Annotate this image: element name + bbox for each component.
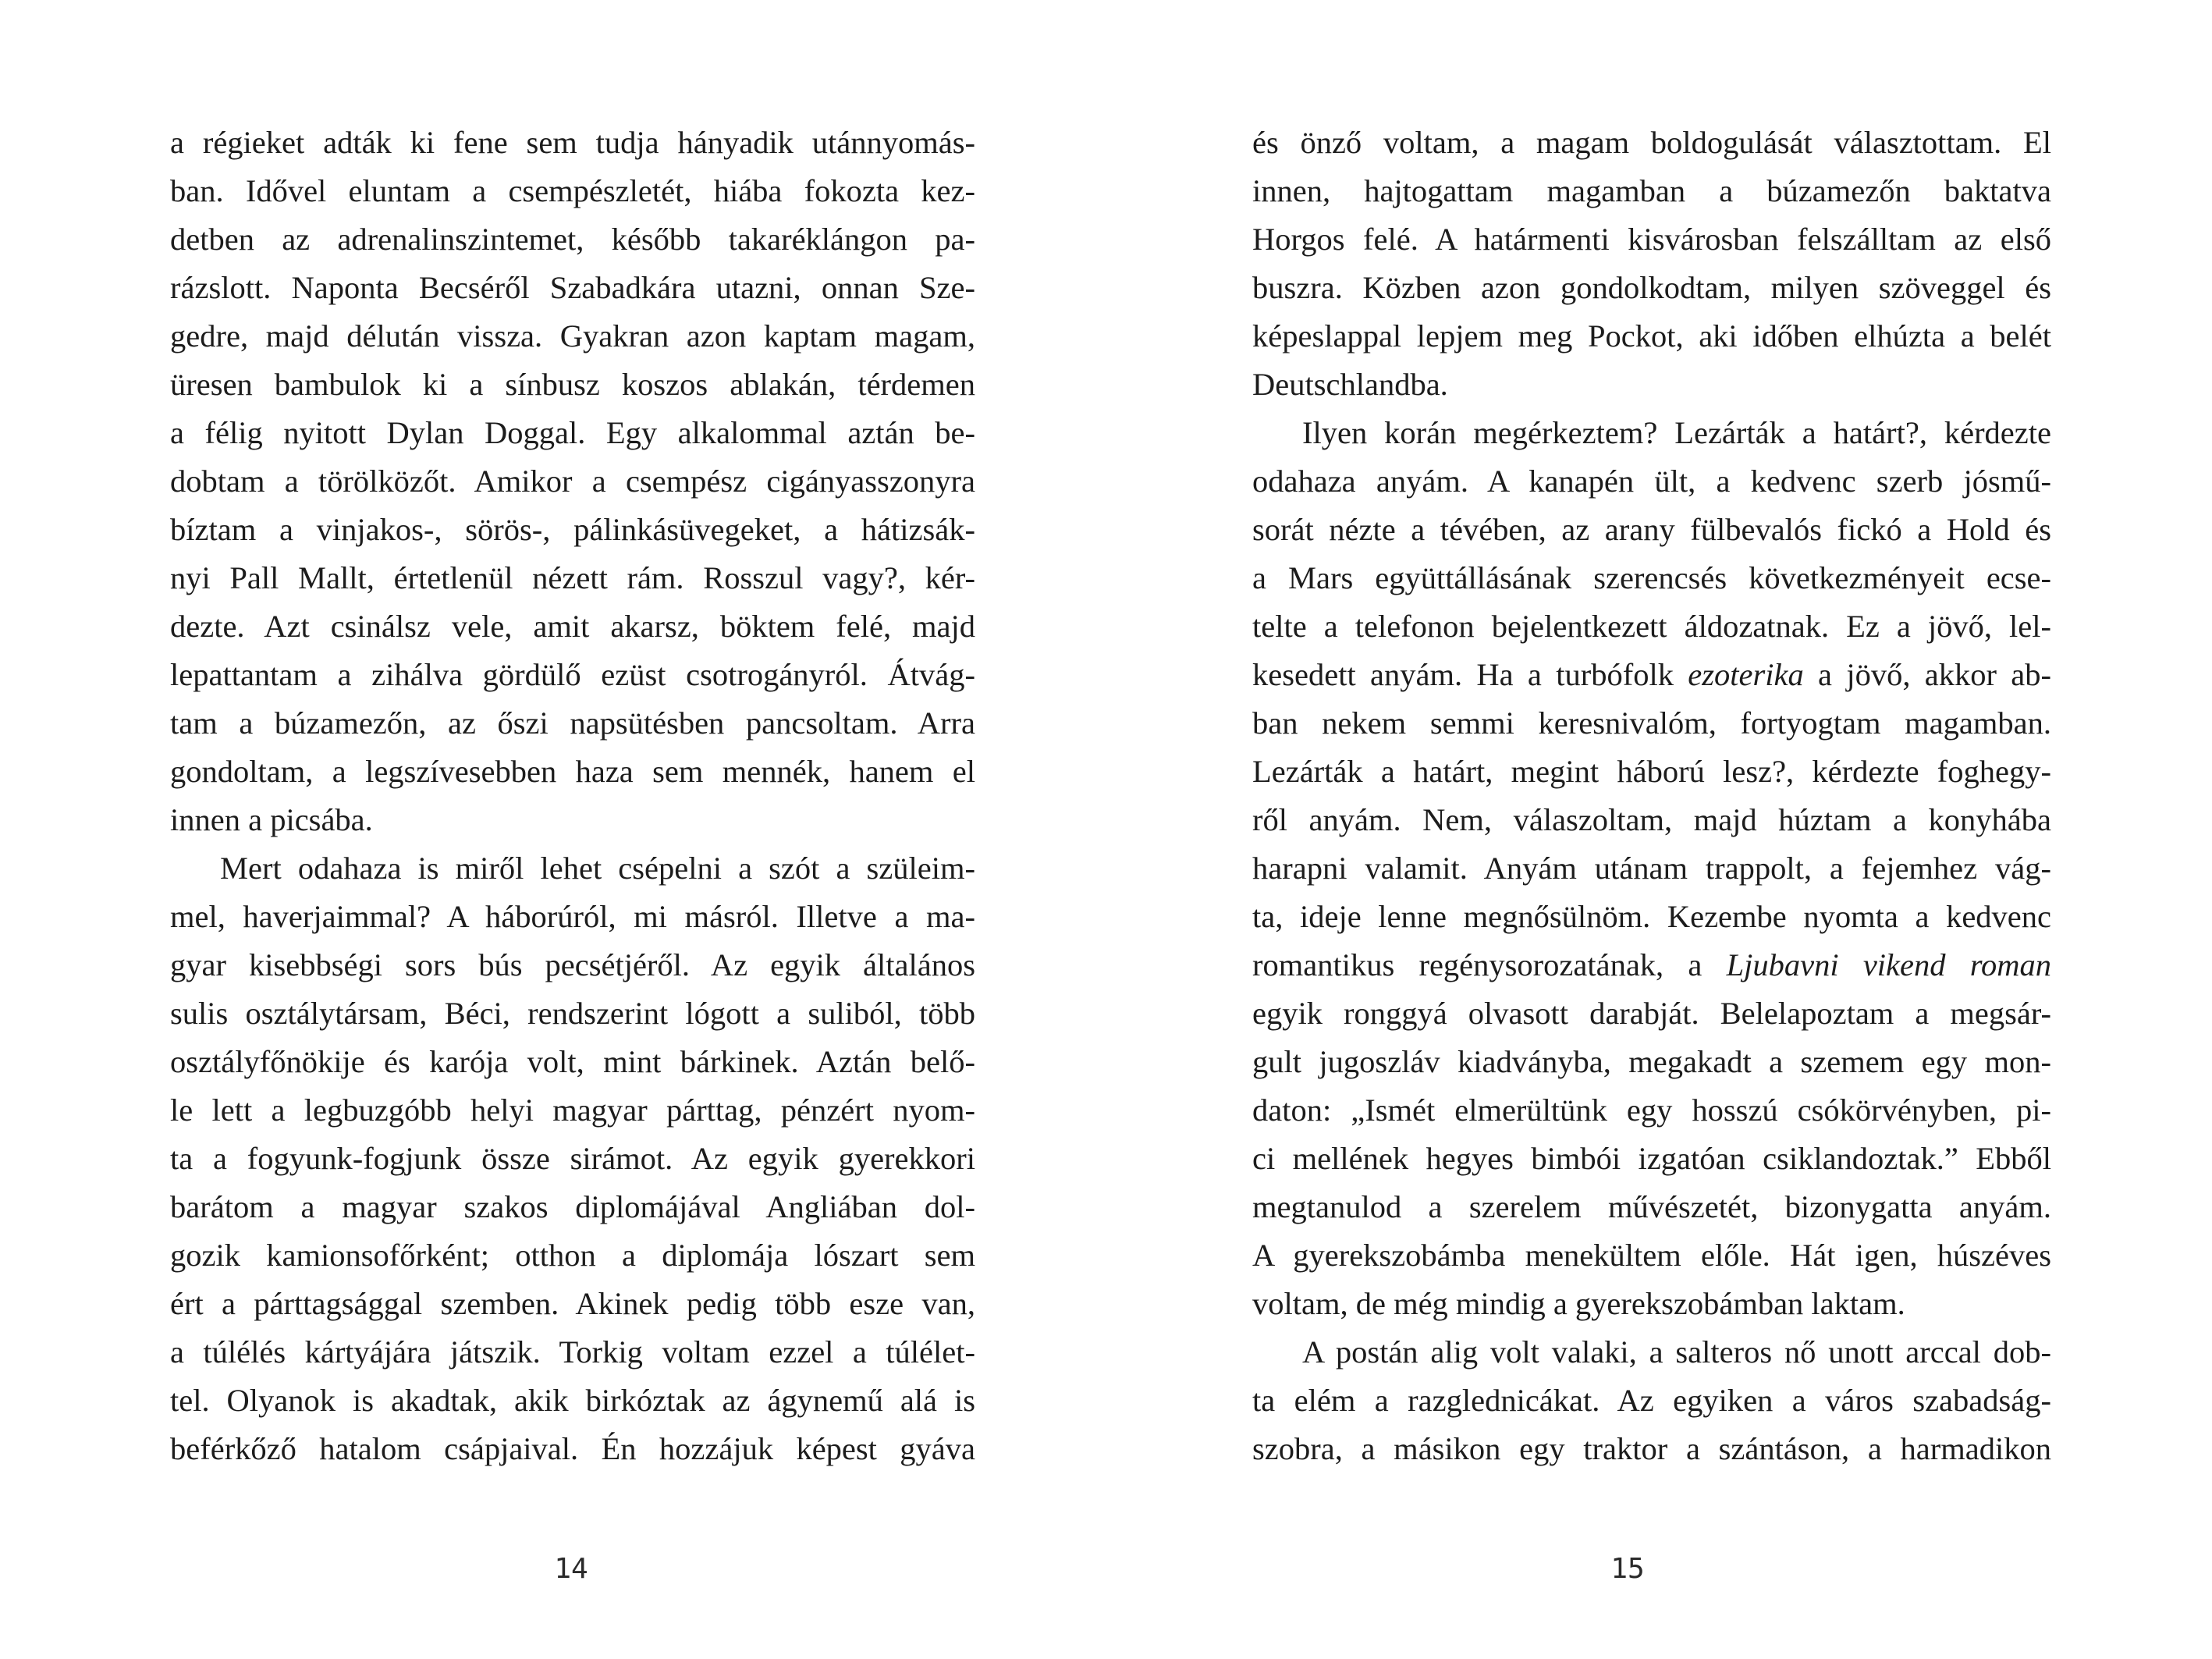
text-line: ről anyám. Nem, válaszoltam, majd húztam a konyhába: [1252, 802, 2051, 837]
text-line: tel. Olyanok is akadtak, akik birkóztak az ágynemű alá is: [170, 1383, 975, 1418]
text-line: odahaza anyám. A kanapén ült, a kedvenc szerb jósmű-: [1252, 464, 2051, 499]
text-line: ta elém a razglednicákat. Az egyiken a város szabadság-: [1252, 1383, 2051, 1418]
text-line: harapni valamit. Anyám utánam trappolt, a fejemhez vág-: [1252, 851, 2051, 886]
text-line: a Mars együttállásának szerencsés következményeit ecse-: [1252, 560, 2051, 595]
right-page: [1106, 0, 2212, 1659]
italic-term-ezoterika: ezoterika: [1688, 657, 1804, 692]
text-line: buszra. Közben azon gondolkodtam, milyen szöveggel és: [1252, 270, 2051, 305]
text-line: szobra, a másikon egy traktor a szántáson, a harmadikon: [1252, 1431, 2051, 1466]
text-line-paragraph-start: A postán alig volt valaki, a salteros nő unott arccal dob-: [1302, 1334, 2051, 1369]
text-line: A gyerekszobámba menekültem előle. Hát igen, húszéves: [1252, 1238, 2051, 1273]
text-line: üresen bambulok ki a sínbusz koszos ablakán, térdemen: [170, 367, 975, 402]
text-line: mel, haverjaimmal? A háborúról, mi másról. Illetve a ma-: [170, 899, 975, 934]
text-line: sorát nézte a tévében, az arany fülbevalós fickó a Hold és: [1252, 512, 2051, 547]
text-line: sulis osztálytársam, Béci, rendszerint lógott a suliból, több: [170, 996, 975, 1031]
text-line: osztályfőnökije és karója volt, mint bárkinek. Aztán belő-: [170, 1044, 975, 1079]
text-line: bíztam a vinjakos-, sörös-, pálinkásüvegeket, a hátizsák-: [170, 512, 975, 547]
text-line: a túlélés kártyájára játszik. Torkig voltam ezzel a túlélet-: [170, 1334, 975, 1369]
page-number-right: 15: [1610, 1553, 1645, 1585]
text-line-paragraph-start: Mert odahaza is miről lehet csépelni a szót a szüleim-: [220, 851, 975, 886]
text-line: ta a fogyunk-fogjunk össze sirámot. Az egyik gyerekkori: [170, 1141, 975, 1176]
text-line: gedre, majd délután vissza. Gyakran azon kaptam magam,: [170, 318, 975, 353]
left-page-body: [170, 119, 975, 1473]
text-line: képeslappal lepjem meg Pockot, aki időben elhúzta a belét: [1252, 318, 2051, 353]
text-line: és önző voltam, a magam boldogulását választottam. El: [1252, 125, 2051, 160]
text-line: beférkőző hatalom csápjaival. Én hozzájuk képest gyáva: [170, 1431, 975, 1466]
text-line: dezte. Azt csinálsz vele, amit akarsz, böktem felé, majd: [170, 609, 975, 644]
text-line-with-italic: [1252, 941, 2051, 989]
text-line: dobtam a törölközőt. Amikor a csempész cigányasszonyra: [170, 464, 975, 499]
text-line: Lezárták a határt, megint háború lesz?, kérdezte foghegy-: [1252, 754, 2051, 789]
text-line-paragraph-end: innen a picsába.: [170, 802, 373, 837]
text-line: a félig nyitott Dylan Doggal. Egy alkalommal aztán be-: [170, 415, 975, 450]
text-line: Horgos felé. A határmenti kisvárosban felszálltam az első: [1252, 222, 2051, 257]
text-line: ban. Idővel eluntam a csempészletét, hiába fokozta kez-: [170, 173, 975, 208]
text-line-paragraph-end: voltam, de még mindig a gyerekszobámban laktam.: [1252, 1286, 1905, 1321]
text-line: innen, hajtogattam magamban a búzamezőn baktatva: [1252, 173, 2051, 208]
text-line: daton: „Ismét elmerültünk egy hosszú csókörvényben, pi-: [1252, 1092, 2051, 1128]
text-line: nyi Pall Mallt, értetlenül nézett rám. Rosszul vagy?, kér-: [170, 560, 975, 595]
text-line: telte a telefonon bejelentkezett áldozatnak. Ez a jövő, lel-: [1252, 609, 2051, 644]
text-line: gozik kamionsofőrként; otthon a diplomája lószart sem: [170, 1238, 975, 1273]
text-line: le lett a legbuzgóbb helyi magyar párttag, pénzért nyom-: [170, 1092, 975, 1128]
text-line: egyik ronggyá olvasott darabját. Belelapoztam a megsár-: [1252, 996, 2051, 1031]
text-line: lepattantam a zihálva gördülő ezüst csotrogányról. Átvág-: [170, 657, 975, 692]
line-segment: kesedett anyám. Ha a turbófolk: [1252, 657, 1688, 692]
text-line: a régieket adták ki fene sem tudja hányadik utánnyomás-: [170, 125, 975, 160]
text-line: ban nekem semmi keresnivalóm, fortyogtam magamban.: [1252, 705, 2051, 741]
text-line: rázslott. Naponta Becséről Szabadkára utazni, onnan Sze-: [170, 270, 975, 305]
italic-title-ljubavni-vikend-roman: Ljubavni vikend roman: [1726, 947, 2051, 982]
right-page-body: [1252, 119, 2051, 1473]
text-line-with-italic: [1252, 651, 2051, 699]
line-segment: a jövő, akkor ab-: [1803, 657, 2052, 692]
text-line: ci mellének hegyes bimbói izgatóan csiklandoztak.” Ebből: [1252, 1141, 2051, 1176]
text-line: gondoltam, a legszívesebben haza sem mennék, hanem el: [170, 754, 975, 789]
text-line: megtanulod a szerelem művészetét, bizonygatta anyám.: [1252, 1189, 2051, 1224]
text-line: detben az adrenalinszintemet, később takaréklángon pa-: [170, 222, 975, 257]
text-line: ta, ideje lenne megnősülnöm. Kezembe nyomta a kedvenc: [1252, 899, 2051, 934]
text-line-paragraph-end: Deutschlandba.: [1252, 367, 1448, 402]
text-line: barátom a magyar szakos diplomájával Angliában dol-: [170, 1189, 975, 1224]
text-line: gult jugoszláv kiadványba, megakadt a szemem egy mon-: [1252, 1044, 2051, 1079]
text-line-paragraph-start: Ilyen korán megérkeztem? Lezárták a határt?, kérdezte: [1302, 415, 2051, 450]
text-line: ért a párttagsággal szemben. Akinek pedig több esze van,: [170, 1286, 975, 1321]
page-number-left: 14: [554, 1553, 588, 1585]
text-line: gyar kisebbségi sors bús pecsétjéről. Az egyik általános: [170, 947, 975, 982]
text-line: tam a búzamezőn, az őszi napsütésben pancsoltam. Arra: [170, 705, 975, 741]
line-segment: romantikus regénysorozatának, a: [1252, 947, 1727, 982]
